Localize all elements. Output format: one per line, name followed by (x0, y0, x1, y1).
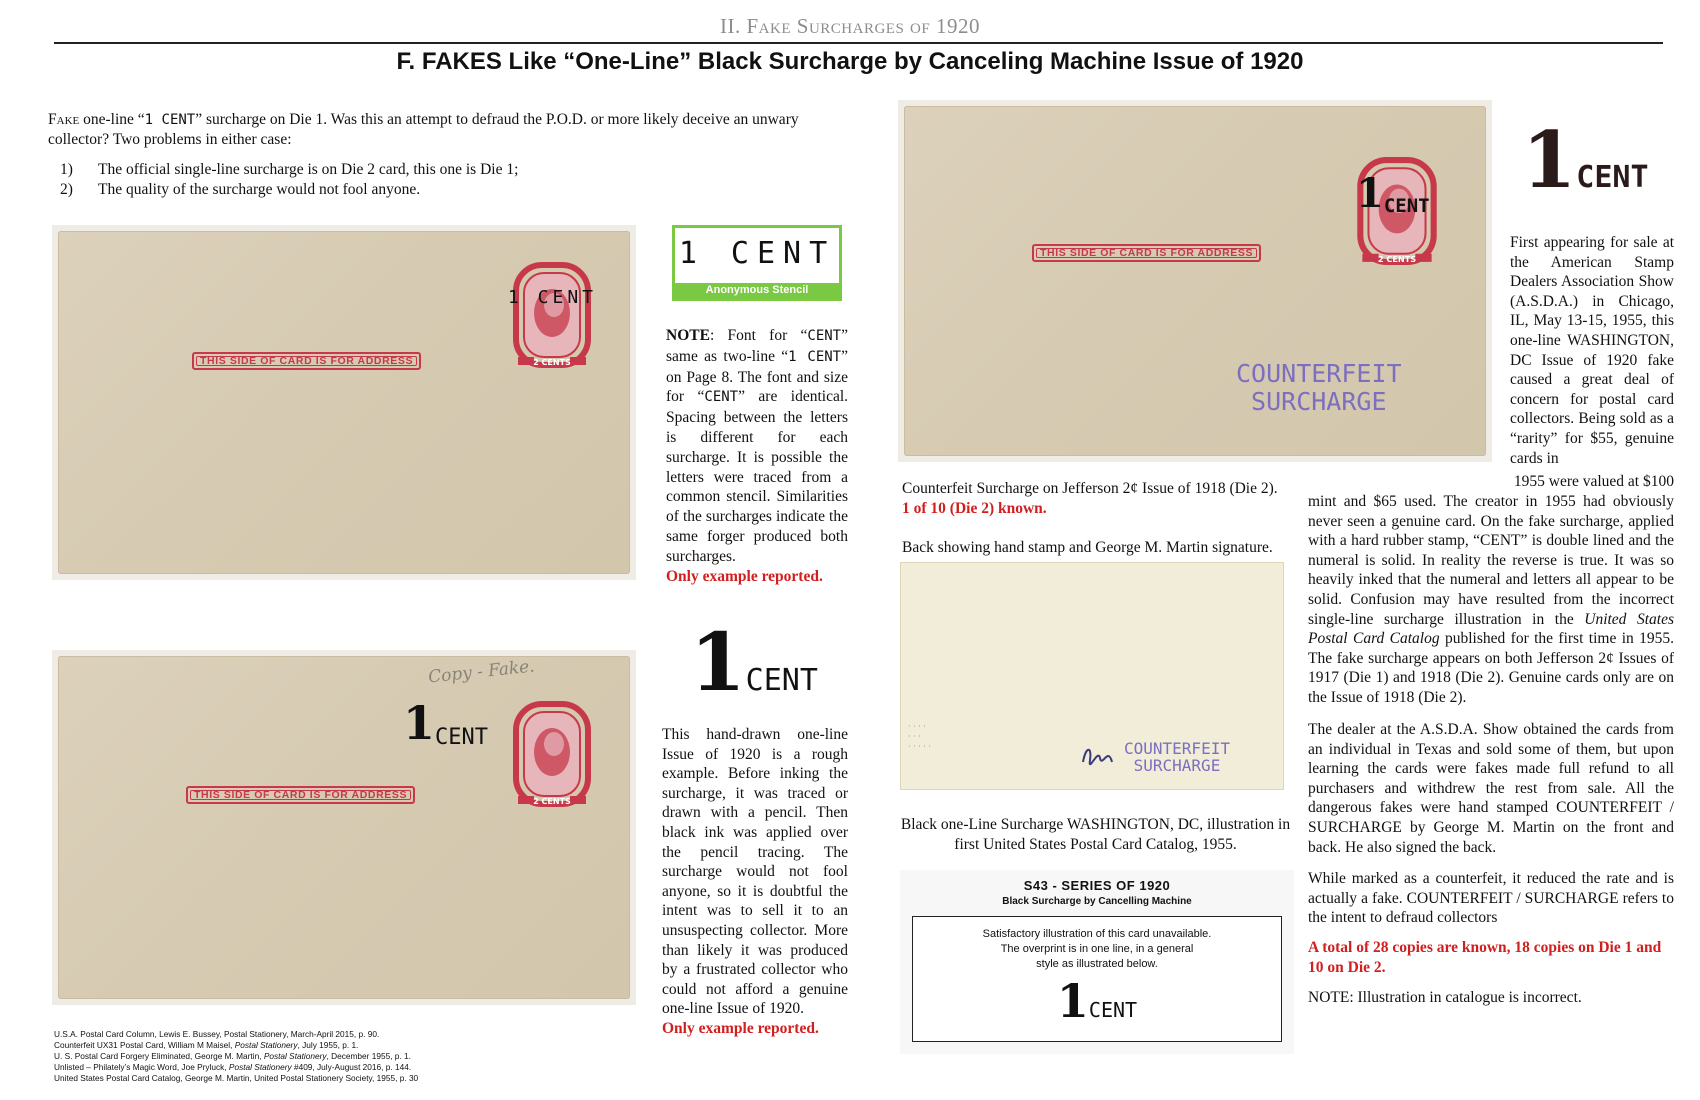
intro-surcharge-word: 1 CENT (144, 112, 196, 128)
card2-handdrawn-surcharge: 1CENT (403, 696, 488, 750)
right-paragraph-3: While marked as a counterfeit, it reduced the rate and is actually a fake. COUNTERFEIT / SURCHARGE refers to the intent to defraud collectors (1308, 870, 1674, 927)
reference-item: United States Postal Card Catalog, George M. Martin, United Postal Stationery Society, 1955, p. 30 (54, 1073, 419, 1083)
stencil-text: 1 CENT (678, 236, 836, 271)
card1-fake-surcharge: 1 CENT (508, 287, 598, 308)
card1-jefferson-stamp-icon (510, 261, 594, 369)
handdrawn-surcharge-sample: 1CENT (690, 615, 818, 709)
intro-paragraph (48, 110, 838, 150)
catalog-caption: Black one-Line Surcharge WASHINGTON, DC, illustration in first United States Postal Card Catalog, 1955. (900, 816, 1291, 853)
reference-item: Counterfeit UX31 Postal Card, William M Maisel, Postal Stationery, July 1955, p. 1. (54, 1040, 359, 1050)
svg-text:2 CENTS: 2 CENTS (533, 797, 571, 806)
right-note: NOTE: Illustration in catalogue is incorrect. (1308, 989, 1582, 1006)
references-list (54, 1029, 654, 1084)
right-paragraph-1: mint and $65 used. The creator in 1955 had obviously never seen a genuine card. On the fake surcharge, applied with a hard rubber stamp, “CENT” is double lined and the numeral is solid. In reality the reverse is true. It was so heavily inked that the numeral and letters all appear to be solid. Confusion may have resulted from the incorrect single-line surcharge illustration in the United States Postal Card Catalog published for the first time in 1955. The fake surcharge appears on both Jefferson 2¢ Issues of 1917 (Die 1) and 1918 (Die 2). Genuine cards only are on the Issue of 1918 (Die 2). (1308, 493, 1675, 706)
catalog-heading: S43 - SERIES OF 1920 (1023, 878, 1171, 893)
note1-label: NOTE (666, 327, 710, 344)
svg-text:2 CENTS: 2 CENTS (533, 358, 571, 367)
card1-die1-postcard (58, 231, 630, 574)
reference-item: Unlisted – Philately’s Magic Word, Joe Pryluck, Postal Stationery #409, July-August 2016, p. 144. (54, 1062, 412, 1072)
header-rule (54, 42, 1663, 44)
svg-text:2 CENTS: 2 CENTS (1377, 253, 1417, 264)
card3-die2-postcard (904, 106, 1486, 456)
right-copies-known: A total of 28 copies are known, 18 copies on Die 1 and 10 on Die 2. (1308, 939, 1662, 976)
note2-footer: Only example reported. (662, 1019, 819, 1037)
right-paragraph-2: The dealer at the A.S.D.A. Show obtained the cards from an individual in Texas and sold some of them, but upon learning the cards were fakes made full refund to all purchasers and withdrew the rest from sale. All the dangerous fakes were hand stamped COUNTERFEIT / SURCHARGE by George M. Martin on the front and back. He also signed the back. (1308, 721, 1674, 856)
card3-address-line: THIS SIDE OF CARD IS FOR ADDRESS (1032, 244, 1261, 262)
problem-item: 1) The official single-line surcharge is on Die 2 card, this one is Die 1; (60, 161, 519, 178)
page-title: F. FAKES Like “One-Line” Black Surcharge by Canceling Machine Issue of 1920 (396, 48, 1304, 75)
card2-pencil-note: Copy - Fake. (427, 656, 536, 688)
stencil-box (672, 225, 842, 301)
right-wrap-paragraph: First appearing for sale at the American Stamp Dealers Association Show (A.S.D.A.) in Chicago, IL, May 13-15, 1955, this one-line WASHINGTON, DC Issue of 1920 fake caused a great deal of concern for postal card collectors. Being sold as a “rarity” for $55, genuine cards in (1510, 234, 1674, 467)
card2-jefferson-stamp-icon (510, 700, 594, 808)
catalog-illustration (900, 870, 1294, 1054)
card2-handdrawn-postcard (58, 656, 630, 999)
intro-text-b: ” surcharge on Die 1. Was this an attempt to defraud the P.O.D. or more likely deceive an unwary collector? Two problems in either case: (48, 111, 799, 148)
card2-address-line: THIS SIDE OF CARD IS FOR ADDRESS (186, 786, 415, 804)
note2-paragraph: This hand-drawn one-line Issue of 1920 is a rough example. Before inking the surcharge, it was traced or drawn with a pencil. Then black ink was applied over the pencil tracing. The surcharge would not fool anyone, so it is doubtful the intent was to sell it to an unsuspecting collector. More than likely it was produced by a frustrated collector who could not afford a genuine one-line Issue of 1920. Only example reported. (662, 726, 848, 1037)
catalog-box (912, 916, 1282, 1042)
stencil-caption: Anonymous Stencil (675, 283, 839, 298)
card3-caption: Counterfeit Surcharge on Jefferson 2¢ Issue of 1918 (Die 2). 1 of 10 (Die 2) known. (902, 479, 1302, 518)
card3-caption-count: 1 of 10 (Die 2) known. (902, 499, 1047, 517)
back-caption: Back showing hand stamp and George M. Martin signature. (902, 539, 1273, 556)
back-counterfeit-hand-stamp: COUNTERFEIT SURCHARGE (1124, 739, 1230, 775)
back-pencil-notes-icon: · · · · · · · · · · · · (908, 722, 931, 751)
martin-signature-icon (1080, 742, 1116, 772)
catalog-box-text: Satisfactory illustration of this card unavailable. The overprint is in one line, in a general style as illustrated below. (982, 928, 1212, 970)
card-back (900, 562, 1284, 790)
card1-address-line: THIS SIDE OF CARD IS FOR ADDRESS (192, 352, 421, 370)
right-valued-line: 1955 were valued at $100 (1513, 473, 1674, 490)
note1-footer: Only example reported. (666, 567, 823, 585)
problem-item: 2) The quality of the surcharge would not fool anyone. (60, 180, 421, 198)
problem-list (60, 160, 820, 199)
section-header: II. Fake Surcharges of 1920 (720, 14, 980, 38)
note1-paragraph: NOTE: Font for “CENT” same as two-line “1 CENT” on Page 8. The font and size for “CENT” are identical. Spacing between the letters is different for each surcharge. It is possible the letters were traced from a common stencil. Similarities of the surcharges indicate the same forger produced both surcharges. Only example reported. (666, 327, 849, 585)
enlarged-fake-surcharge: 1CENT (1522, 115, 1649, 206)
intro-text-a: one-line “ (79, 111, 145, 128)
card3-counterfeit-hand-stamp: COUNTERFEIT SURCHARGE (1236, 359, 1402, 416)
catalog-sample-surcharge: 1CENT (1056, 974, 1138, 1028)
card3-fake-surcharge: 1CENT (1356, 170, 1430, 217)
catalog-subheading: Black Surcharge by Cancelling Machine (1002, 896, 1192, 907)
reference-item: U. S. Postal Card Forgery Eliminated, George M. Martin, Postal Stationery, December 1955, p. 1. (54, 1051, 411, 1061)
reference-item: U.S.A. Postal Card Column, Lewis E. Bussey, Postal Stationery, March-April 2015, p. 90. (54, 1029, 380, 1039)
intro-lead: Fake (48, 111, 80, 128)
